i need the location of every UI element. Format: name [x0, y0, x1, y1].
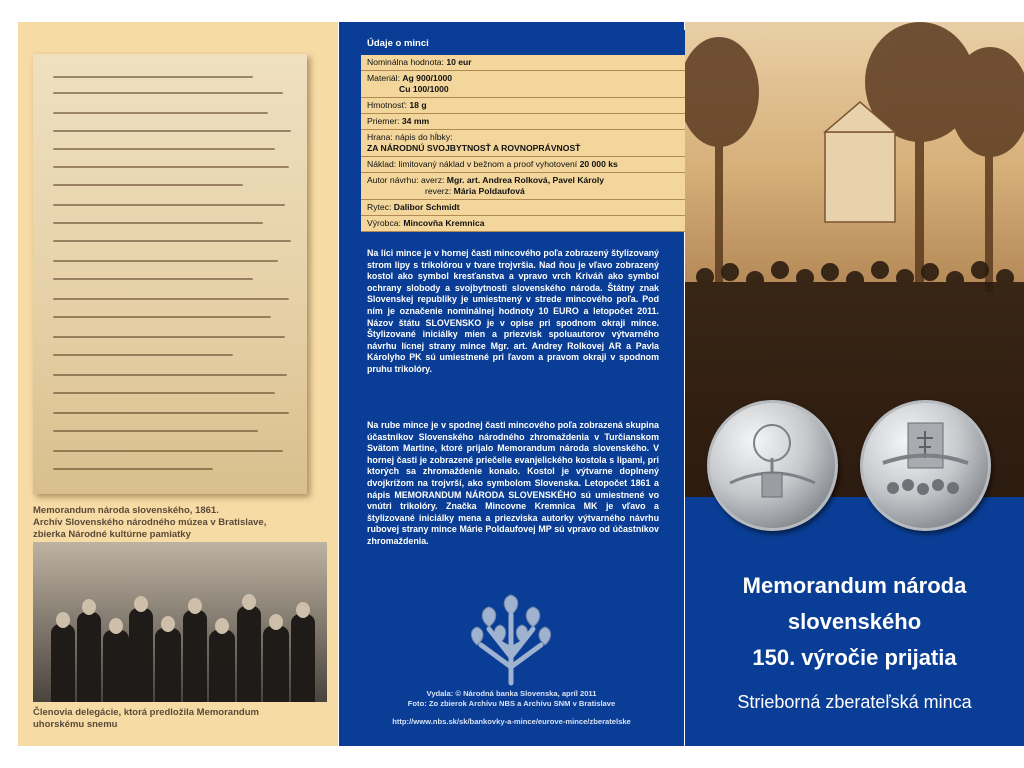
weight-row: Hmotnosť: 18 g — [361, 98, 685, 114]
reverse-description: Na rube mince je v spodnej časti mincového poľa zobrazená skupina účastníkov Slovenského národného zhromaždenia v Turčianskom Svätom Martine, ktoré prijalo Memorandum národa slovenského. V hornej časti je zobrazené priečelie evanjelického kostola s lipami, pri ktorých sa zhromaždenie konalo. Kostol je výtvarne doplnený dvojkrížom na trojvrší, ako symbolom Slovenska. Letopočet 1861 a nápis MEMORANDUM NÁRODA SLOVENSKÉHO sú umiestnené vo vnútri trikolóry. Značka Mincovne Kremnica MK je vľavo a štylizované iniciálky mena a priezviska autorky výtvarného návrhu rubovej strany mince Márie Poldaufovej MP sú vpravo od účastníkov zhromaždenia. — [367, 420, 659, 546]
title-line-1: Memorandum národa — [742, 573, 967, 598]
coin-obverse — [707, 400, 838, 531]
edge-row: Hrana: nápis do hĺbky: ZA NÁRODNÚ SVOJBYTNOSŤ A ROVNOPRÁVNOSŤ — [361, 130, 685, 157]
linden-tree-logo — [467, 587, 555, 687]
imprint-photo-credit: Foto: Zo zbierok Archívu NBS a Archívu SNM v Bratislave — [407, 699, 616, 708]
subtitle: Strieborná zberateľská minca — [737, 692, 972, 712]
middle-panel — [339, 22, 684, 746]
left-panel — [18, 22, 338, 746]
mintage-row: Náklad: limitovaný náklad v bežnom a proof vyhotovení 20 000 ks — [361, 157, 685, 173]
coin-obverse-relief — [710, 403, 835, 528]
nominal-row: Nominálna hodnota: 10 eur — [361, 55, 685, 71]
coin-data-table — [361, 30, 685, 232]
title-line-2: slovenského — [787, 609, 922, 634]
nbs-url-link[interactable]: http://www.nbs.sk/sk/bankovky-a-mince/eurove-mince/zberatelske — [392, 717, 631, 726]
material-row: Materiál: Ag 900/1000 Cu 100/1000 — [361, 71, 685, 98]
obverse-description: Na líci mince je v hornej časti mincového poľa zobrazený štylizovaný strom lipy s trikolórou v tvare trojvršia. Nad ňou je vľavo zobrazený kostol ako symbol kresťanstva a vpravo vrch Kriváň ako symbol ochrany slobody a svojbytnosti slovenského národa. Štátny znak Slovenskej republiky je umiestnený v strede mincového poľa. Pod ním je označenie nominálnej hodnoty 10 EURO a letopočet 2011. Názov štátu SLOVENSKO je v opise pri spodnom okraji mince. Štylizované iniciálky mien a priezvisk spoluautorov výtvarného návrhu lícnej strany mince Mgr. art. Andrey Rolkovej AR a Pavla Károlyho PK sú umiestnené pri ľavom a pravom okraji v spodnom pruhu trikolóry. — [367, 248, 659, 374]
manuscript-caption: Memorandum národa slovenského, 1861. Archív Slovenského národného múzea v Bratislave, zbierka Národné kultúrne pamiatky — [33, 505, 267, 540]
producer-row: Výrobca: Mincovňa Kremnica — [361, 216, 685, 232]
title-line-3: 150. výročie prijatia — [752, 645, 957, 670]
coin-reverse — [860, 400, 991, 531]
delegation-caption: Členovia delegácie, ktorá predložila Memorandum uhorskému snemu — [33, 707, 259, 730]
author-row: Autor návrhu: averz: Mgr. art. Andrea Rolková, Pavel Károly reverz: Mária Poldaufová — [361, 173, 685, 200]
delegation-photo — [33, 542, 327, 702]
right-panel — [685, 22, 1024, 746]
diameter-row: Priemer: 34 mm — [361, 114, 685, 130]
memorandum-manuscript-image — [33, 54, 307, 494]
imprint-publisher: Vydala: © Národná banka Slovenska, apríl 2011 — [426, 689, 597, 698]
engraver-row: Rytec: Dalibor Schmidt — [361, 200, 685, 216]
coin-data-header: Údaje o minci — [361, 30, 685, 55]
coin-reverse-relief — [863, 403, 988, 528]
